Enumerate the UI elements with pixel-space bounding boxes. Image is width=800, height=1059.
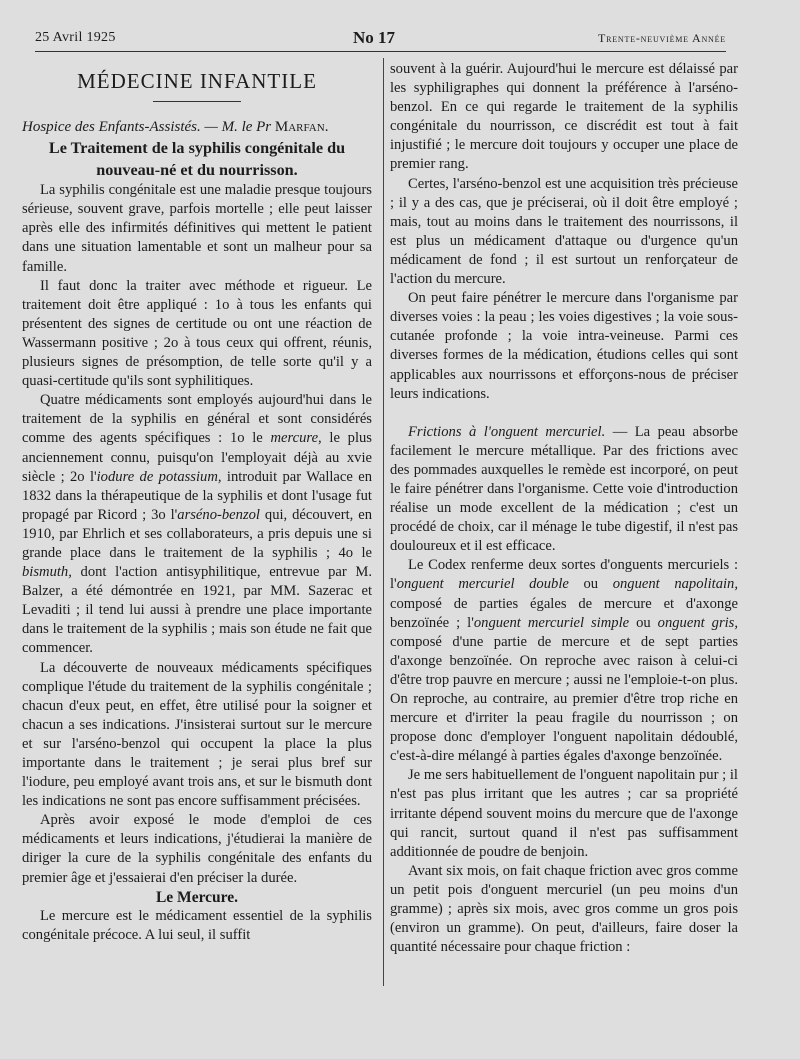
issue-date: 25 Avril 1925 — [35, 30, 116, 45]
paragraph: Le mercure est le médicament essentiel de la syphilis congénitale précoce. A lui seul, il suffit — [22, 907, 372, 943]
title-rule — [153, 101, 241, 102]
paragraph: Frictions à l'onguent mercuriel. — La peau absorbe facilement le mercure métallique. Par des frictions avec des pommades auxquelles le remède est incorporé, on peut le faire pénétrer dans l'organisme. Cette voie d'introduction réalise un mode excellent de la médication ; c'est un procédé de choix, car il ménage le tube digestif, il n'est pas douloureux et il est efficace. — [390, 423, 738, 555]
right-column — [390, 60, 738, 957]
paragraph: Après avoir exposé le mode d'emploi de ces médicaments et leurs indications, j'étudierai la manière de diriger la cure de la syphilis congénitale des enfants du premier âge et j'essaierai d'en préciser la durée. — [22, 812, 372, 886]
paragraph: Le Codex renferme deux sortes d'onguents mercuriels : l'onguent mercuriel double ou onguent napolitain, composé de parties égales de mercure et d'axonge benzoïnée ; l'onguent mercuriel simple ou onguent gris, composé d'une partie de mercure et de sept parties d'axonge benzoïnée. On reproche avec raison à celui-ci d'être trop pauvre en mercure ; aussi ne l'emploie-t-on plus. On reproche, au contraire, au premier d'être trop riche en mercure et d'irriter la peau fragile du nourrisson ; on propose donc d'employer l'onguent napolitain dédoublé, c'est-à-dire mélangé à parties égales d'axonge benzoïnée. — [390, 557, 739, 765]
paragraph: On peut faire pénétrer le mercure dans l'organisme par diverses voies : la peau ; les voies digestives ; la voie sous-cutanée profonde ; la voie intra-veineuse. Parmi ces diverses formes de la médication, étudions celles qui sont applicables aux nourrissons et efforçons-nous de préciser leurs indications. — [390, 290, 738, 402]
issue-year: Trente-neuvième Année — [597, 31, 726, 45]
paragraph: Quatre médicaments sont employés aujourd'hui dans le traitement de la syphilis en général et sont considérés comme des agents spécifiques : 1o le mercure, le plus anciennement connu, puisqu'on l'employait déjà au xvie siècle ; 2o l'iodure de potassium, introduit par Wallace en 1832 dans la thérapeutique de la syphilis et dont l'usage fut propagé par Ricord ; 3o l'arséno-benzol qui, découvert, en 1910, par Ehrlich et ses collaborateurs, a pris depuis une si grande place dans le traitement de la syphilis ; 4o le bismuth, dont l'action antisyphilitique, entrevue par M. Balzer, a été démontrée en 1921, par MM. Sazerac et Levaditi ; il tend lui aussi à prendre une place importante dans le traitement de la syphilis ; mais son étude ne fait que commencer. — [22, 392, 372, 657]
paragraph: Avant six mois, on fait chaque friction avec gros comme un petit pois d'onguent mercuriel (un peu moins d'un gramme) ; après six mois, avec gros comme un gros pois (environ un gramme). On peut, d'ailleurs, faire doser la quantité nécessaire pour chaque friction : — [390, 862, 738, 956]
column-divider — [383, 58, 384, 986]
section-title: MÉDECINE INFANTILE — [77, 69, 317, 93]
paragraph: Certes, l'arséno-benzol est une acquisition très précieuse ; il y a des cas, que je préciserai, où il doit être employé ; mais, tout au moins dans le traitement des nourrissons, il est plus un médicament d'attaque ou d'urgence qu'un médicament de fond ; il est surtout un renforçateur de l'action du mercure. — [390, 175, 738, 288]
subheading: Le Mercure. — [155, 888, 239, 906]
left-column — [22, 68, 372, 945]
paragraph: La découverte de nouveaux médicaments spécifiques complique l'étude du traitement de la syphilis congénitale ; chacun d'eux peut, en effet, être utilisé pour la soigner et chacun a ses indications. J'insisterai surtout sur le mercure et sur l'arséno-benzol qui occupent la place la plus importante dans le traitement ; je serai plus bref sur l'iodure, peu employé avant trois ans, et sur le bismuth dont les indications ne sont pas encore suffisamment précisées. — [22, 659, 372, 810]
hospice-line: Hospice des Enfants-Assistés. — M. le Pr Marfan. — [22, 119, 329, 136]
paragraph: La syphilis congénitale est une maladie presque toujours sérieuse, souvent grave, parfois mortelle ; elle peut laisser après elle des infirmités définitives qui mettent le patient dans une situation lamentable et sont un malheur pour sa famille. — [22, 182, 372, 275]
subsection-title: Frictions à l'onguent mercuriel. — [408, 423, 606, 440]
paragraph: Je me sers habituellement de l'onguent napolitain pur ; il n'est pas plus irritant que les autres ; car sa propriété irritante dépend souvent moins du mercure que de l'axonge qui rancit, surtout quand il n'est pas suffisamment additionnée de poudre de benjoin. — [390, 767, 738, 860]
paragraph: souvent à la guérir. Aujourd'hui le mercure est délaissé par les syphiligraphes qui donnent la préférence à l'arséno-benzol. En ce qui regarde le traitement de la syphilis congénitale du nourrisson, ce discrédit est tout à fait injustifié ; le mercure doit toujours y occuper une place de premier rang. — [390, 61, 738, 173]
paragraph: Il faut donc la traiter avec méthode et rigueur. Le traitement doit être appliqué : 1o à tous les enfants qui présentent des signes de certitude ou ont une réaction de Wassermann positive ; 2o à tous ceux qui offrent, réunis, plusieurs signes de présomption, de telle sorte qu'il y a quasi-certitude qu'ils sont syphilitiques. — [22, 277, 372, 390]
page-header — [35, 28, 726, 50]
issue-number: No 17 — [353, 28, 396, 47]
professor-name: Marfan. — [274, 119, 329, 136]
header-rule — [35, 51, 726, 52]
article-headline: Le Traitement de la syphilis congénitale du nouveau-né et du nourrisson. — [48, 139, 346, 180]
paragraph-gap — [390, 404, 738, 423]
